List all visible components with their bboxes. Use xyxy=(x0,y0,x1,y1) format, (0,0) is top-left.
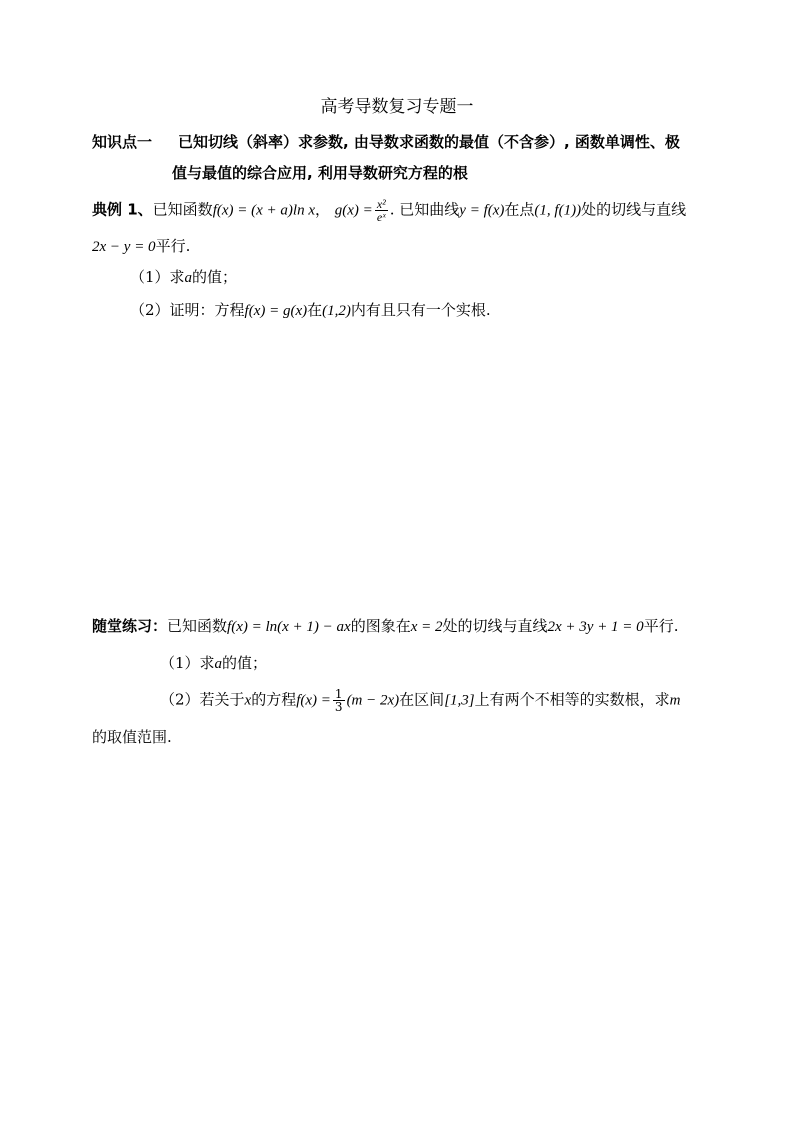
practice-text3: 处的切线与直线 xyxy=(442,617,548,635)
practice-q1-suffix: 的值； xyxy=(222,654,268,672)
practice-q1-var: a xyxy=(214,656,223,672)
practice-fraction xyxy=(333,688,345,713)
example1-q1-prefix: （1）求 xyxy=(130,268,185,286)
practice-x-eq: x = 2 xyxy=(410,619,443,635)
practice-q2-rhs: (m − 2x) xyxy=(346,692,400,709)
example1-g-lhs: g(x) = xyxy=(334,202,373,219)
practice-f-expr: f(x) = ln(x + 1) − ax xyxy=(227,619,351,635)
practice-q2-interval: [1,3] xyxy=(444,692,475,709)
practice-fraction-numerator: 1 xyxy=(334,687,343,701)
example1-text2: . 已知曲线 xyxy=(389,200,460,219)
knowledge-text-1: 已知切线（斜率）求参数, 由导数求函数的最值（不含参）, 函数单调性、极 xyxy=(178,133,680,151)
example1-text1: 已知函数 xyxy=(152,200,213,219)
practice-q1-prefix: （1）求 xyxy=(160,654,215,672)
example1-line2 xyxy=(92,235,190,258)
example1-label: 典例 1、 xyxy=(92,200,153,219)
practice-q2-mid: 在区间 xyxy=(399,690,445,709)
example1-question2 xyxy=(130,299,491,322)
example1-text3: 在点 xyxy=(504,200,535,219)
example1-g-fraction xyxy=(375,198,388,223)
example1-q1-suffix: 的值； xyxy=(192,268,238,286)
practice-text2: 的图象在 xyxy=(350,617,411,635)
example1-g-numerator: x² xyxy=(376,197,386,211)
example1-line-eq: 2x − y = 0 xyxy=(92,239,156,255)
knowledge-text-2: 值与最值的综合应用, 利用导数研究方程的根 xyxy=(172,164,468,182)
example1-text5: 平行. xyxy=(155,237,191,255)
practice-q2-text: 的方程 xyxy=(251,690,297,709)
example1-comma: ， xyxy=(314,200,330,219)
knowledge-heading xyxy=(92,131,680,153)
example1-line1 xyxy=(92,198,686,223)
example1-q2-interval: (1,2) xyxy=(322,303,351,319)
practice-line-eq: 2x + 3y + 1 = 0 xyxy=(547,619,644,635)
practice-text1: 已知函数 xyxy=(167,617,228,635)
practice-q2-var: x xyxy=(244,692,252,709)
practice-label: 随堂练习： xyxy=(92,617,168,635)
example1-q2-eq: f(x) = g(x) xyxy=(244,303,308,319)
example1-question1 xyxy=(130,266,237,289)
practice-line1 xyxy=(92,615,678,638)
practice-q2-prefix: （2）若关于 xyxy=(160,690,245,709)
example1-q2-prefix: （2）证明：方程 xyxy=(130,301,245,319)
knowledge-label: 知识点一 xyxy=(92,133,153,151)
practice-q2-lhs: f(x) = xyxy=(296,692,331,709)
example1-q1-var: a xyxy=(184,270,193,286)
page-title: 高考导数复习专题一 xyxy=(320,97,474,117)
practice-q2-m: m xyxy=(669,692,681,709)
practice-fraction-denominator: 3 xyxy=(334,700,343,714)
example1-point: (1, f(1)) xyxy=(534,202,582,219)
example1-q2-suffix: 内有且只有一个实根. xyxy=(350,301,491,319)
example1-curve: y = f(x) xyxy=(459,202,505,219)
practice-q2-text2: 上有两个不相等的实数根，求 xyxy=(474,690,670,709)
example1-text4: 处的切线与直线 xyxy=(581,200,687,219)
practice-text4: 平行. xyxy=(643,617,679,635)
example1-f-expr: f(x) = (x + a)ln x xyxy=(212,202,315,219)
practice-question2-end: 的取值范围. xyxy=(92,728,172,746)
example1-g-denominator: eˣ xyxy=(376,210,386,224)
practice-question1 xyxy=(160,652,267,675)
example1-q2-mid: 在 xyxy=(307,301,323,319)
practice-question2 xyxy=(160,688,680,713)
